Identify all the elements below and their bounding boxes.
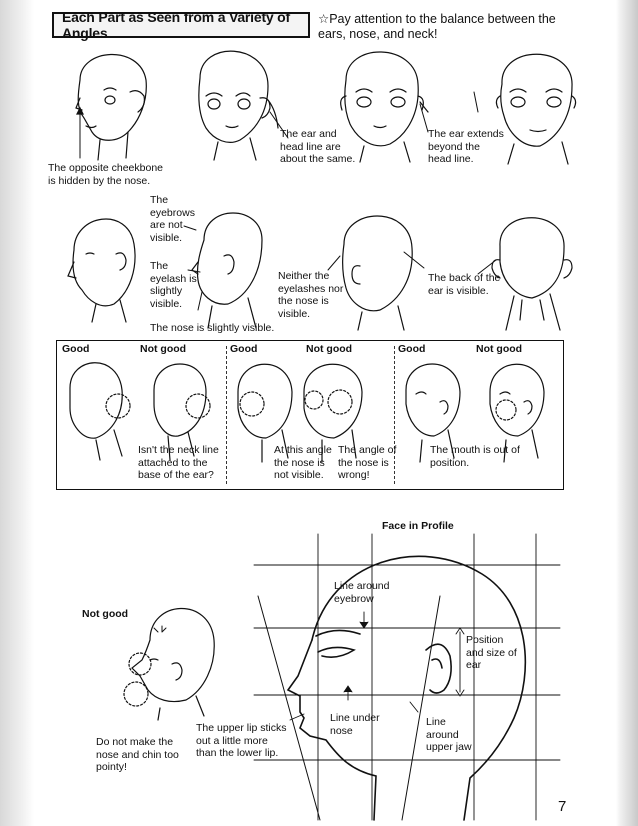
profile-head-drawing: [288, 556, 525, 820]
good-label-2: Good: [230, 343, 258, 355]
eyebrow-line-label: Line around eyebrow: [334, 580, 390, 605]
good-label-1: Good: [62, 343, 90, 355]
upper-jaw-line-label: Line around upper jaw: [426, 716, 472, 753]
nose-not-visible-note: At this angle the nose is not visible.: [274, 444, 332, 481]
not-good-label-3: Not good: [476, 343, 523, 355]
neither-visible-note: Neither the eyelashes nor the nose is visible.: [278, 270, 344, 320]
panel-divider-1: [226, 346, 227, 484]
not-good-label-2: Not good: [306, 343, 353, 355]
neck-line-note: Isn't the neck line attached to the base of the ear?: [138, 444, 219, 481]
ear-extends-note: The ear extends beyond the head line.: [428, 128, 504, 165]
ear-head-line-note: The ear and head line are about the same.: [280, 128, 356, 165]
head-back-three-quarter-drawing: [192, 213, 262, 328]
head-three-quarter-left-drawing: [76, 54, 146, 160]
nose-slightly-visible-note: The nose is slightly visible.: [150, 322, 275, 334]
cheekbone-note: The opposite cheekbone is hidden by the nose.: [48, 162, 164, 187]
page-title: Each Part as Seen from a Variety of Angles: [52, 12, 310, 38]
head-front-drawing: [496, 54, 575, 164]
good-label-3: Good: [398, 343, 426, 355]
head-slight-turn-drawing: [199, 51, 278, 160]
nose-line-label: Line under nose: [330, 712, 380, 737]
profile-grid-lines: [254, 534, 560, 820]
face-in-profile-heading: Face in Profile: [382, 520, 454, 532]
mouth-position-note: The mouth is out of position.: [430, 444, 520, 469]
not-good-profile-head-drawing: [124, 608, 214, 720]
eyelash-visible-note: The eyelash is slightly visible.: [150, 260, 197, 310]
not-good-profile-label: Not good: [82, 608, 129, 620]
ear-position-label: Position and size of ear: [466, 634, 517, 671]
tip-text: ☆Pay attention to the balance between the ears, nose, and neck!: [318, 12, 556, 41]
upper-lip-note: The upper lip sticks out a little more than the lower lip.: [196, 722, 287, 759]
back-of-ear-note: The back of the ear is visible.: [428, 272, 501, 297]
head-back-side-drawing: [343, 216, 413, 330]
eyebrows-not-visible-note: The eyebrows are not visible.: [150, 194, 195, 244]
page-number: 7: [558, 798, 567, 815]
pointy-nose-chin-note: Do not make the nose and chin too pointy!: [96, 736, 179, 773]
not-good-label-1: Not good: [140, 343, 187, 355]
head-back-three-quarter-left-drawing: [68, 219, 135, 322]
nose-angle-wrong-note: The angle of the nose is wrong!: [338, 444, 397, 481]
head-back-drawing: [492, 218, 572, 330]
